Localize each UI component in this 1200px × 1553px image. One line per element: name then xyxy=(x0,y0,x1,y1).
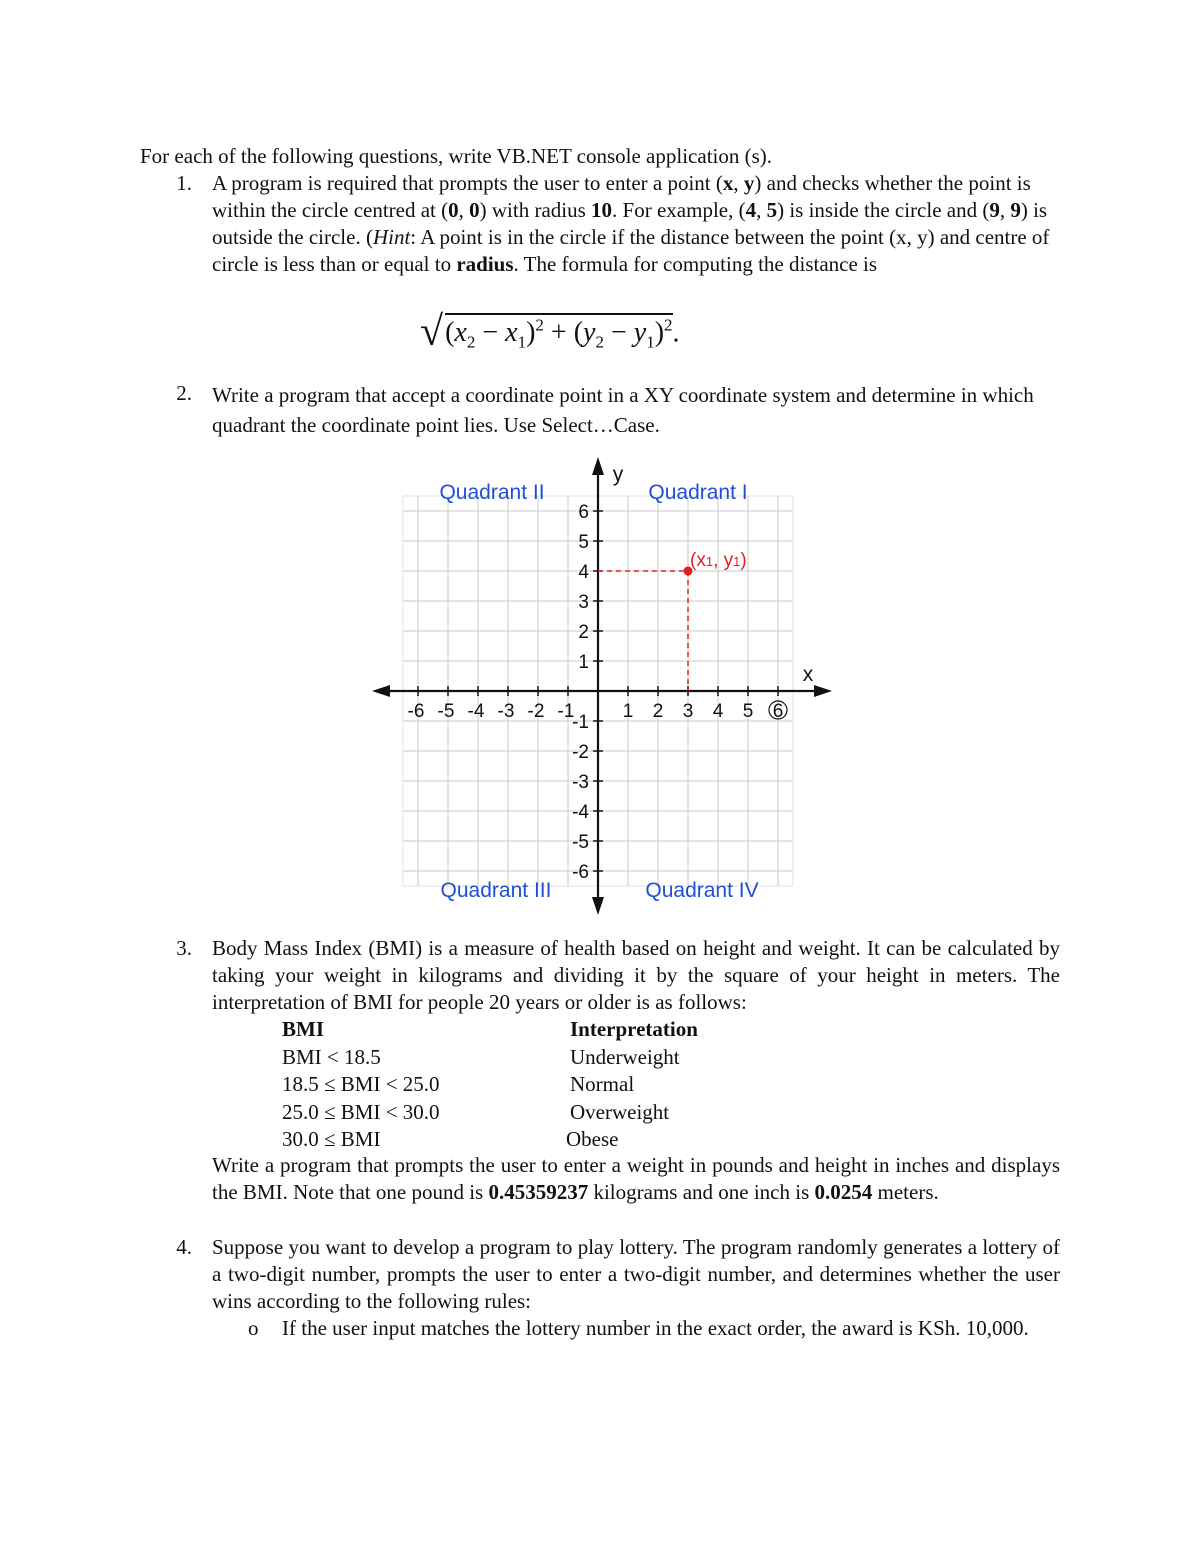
q4-number: 4. xyxy=(176,1235,192,1259)
y-tick-label: 3 xyxy=(578,592,589,613)
formula-sup: 2 xyxy=(664,316,673,335)
point-label-part: x xyxy=(696,550,706,571)
q4-text: Suppose you want to develop a program to play lottery. The program randomly generates a lottery of a two-digit number, prompts the user to enter a two-digit number, and determines whether the user wins according to the following rules: xyxy=(212,1235,1060,1313)
y-tick-label: 4 xyxy=(578,562,589,583)
q1-text: ) with radius xyxy=(479,198,592,222)
bmi-header-interpretation: Interpretation xyxy=(570,1017,698,1041)
formula-var: y xyxy=(633,317,647,349)
q1-bold: 9 xyxy=(989,198,1000,222)
formula-op: + xyxy=(550,317,567,349)
formula-var: x xyxy=(454,317,467,349)
q3-text: meters. xyxy=(872,1180,939,1204)
tick-labels xyxy=(408,463,814,883)
point-label xyxy=(690,550,747,571)
y-tick-label: 6 xyxy=(578,502,589,523)
bmi-range: 30.0 ≤ BMI xyxy=(282,1127,381,1151)
y-tick-label: -6 xyxy=(572,862,589,883)
bmi-interpretation: Obese xyxy=(566,1127,619,1151)
point-label-part: ) xyxy=(740,550,747,571)
q3-text: Body Mass Index (BMI) is a measure of health based on height and weight. It can be calculated by taking your weight in kilograms and dividing it by the square of your height in meters. The interpretation of BMI for people 20 years or older is as follows: xyxy=(212,936,1060,1014)
bmi-range: BMI < 18.5 xyxy=(282,1044,381,1069)
x-tick-label: 3 xyxy=(682,701,694,722)
quadrant-label: Quadrant IV xyxy=(645,879,759,902)
q1-bold: y xyxy=(743,171,755,195)
bullet-marker: o xyxy=(248,1316,259,1340)
x-axis-label: x xyxy=(802,663,814,686)
q3-paragraph-2 xyxy=(212,1152,1060,1206)
q1-bold: 5 xyxy=(766,198,778,222)
formula-sub: 1 xyxy=(646,332,655,352)
y-axis-label: y xyxy=(612,463,624,486)
formula-var: y xyxy=(583,317,596,349)
x-axis-arrow-left xyxy=(372,685,390,697)
y-tick-label: 1 xyxy=(578,652,589,673)
q3-text: kilograms and one inch is xyxy=(588,1180,815,1204)
q1-text: A program is required that prompts the user to enter a point ( xyxy=(212,171,723,195)
y-tick-label: -2 xyxy=(572,742,589,763)
q1-bold: 0 xyxy=(469,198,480,222)
intro-text: For each of the following questions, write VB.NET console application (s). xyxy=(140,144,773,168)
formula-op: − xyxy=(610,317,627,349)
bmi-interpretation: Underweight xyxy=(570,1044,680,1069)
q2-text: Write a program that accept a coordinate point in a XY coordinate system and determine in which quadrant the coordinate point lies. Use Select…Case. xyxy=(212,383,1034,437)
q1-bold: 10 xyxy=(591,198,613,222)
bmi-interpretation: Overweight xyxy=(570,1099,670,1124)
q1-text: ) and checks whether the point is within the circle centred at ( xyxy=(212,171,1031,222)
q1-text: , xyxy=(756,198,767,222)
formula-sup: 2 xyxy=(535,316,544,335)
x-tick-label: 6 xyxy=(772,701,784,722)
y-tick-label: -1 xyxy=(572,712,589,733)
quadrant-label: Quadrant I xyxy=(648,481,748,504)
y-tick-label: -3 xyxy=(572,772,589,793)
x-tick-label: -4 xyxy=(467,701,485,722)
formula-sub: 2 xyxy=(466,332,476,352)
point-label-part: y xyxy=(723,550,734,571)
formula-var: x xyxy=(505,317,518,349)
q1-text: , xyxy=(733,171,744,195)
q1-hint: Hint xyxy=(372,225,411,249)
q1-text: , xyxy=(999,198,1011,222)
q1-text: ) is outside the circle. ( xyxy=(212,198,1048,249)
quadrant-label: Quadrant III xyxy=(440,879,552,902)
q1-bold: 4 xyxy=(745,198,757,222)
bmi-range: 18.5 ≤ BMI < 25.0 xyxy=(282,1072,440,1096)
x-tick-label: -3 xyxy=(497,701,515,722)
x-axis-arrow-right xyxy=(814,685,832,697)
y-axis-arrow-up xyxy=(592,457,604,475)
point-label-part: ( xyxy=(690,550,697,571)
formula-sub: 1 xyxy=(517,332,527,352)
axes xyxy=(372,457,832,915)
x-tick-label: -6 xyxy=(407,701,425,722)
q1-text: . For example, ( xyxy=(612,198,746,222)
bmi-interpretation: Normal xyxy=(570,1072,635,1096)
quadrant-label: Quadrant II xyxy=(439,481,545,504)
q1-text: . The formula for computing the distance is xyxy=(513,252,878,276)
q4-bullet-text: If the user input matches the lottery number in the exact order, the award is KSh. 10,000. xyxy=(282,1316,1029,1340)
y-axis-arrow-down xyxy=(592,897,604,915)
q2-paragraph xyxy=(212,380,1062,440)
q3-text: Write a program that prompts the user to enter a weight in pounds and height in inches and displays the BMI. Note that one pound is xyxy=(212,1153,1060,1204)
point-label-part: , xyxy=(713,550,724,571)
q3-bold: 0.45359237 xyxy=(488,1180,589,1204)
q3-bold: 0.0254 xyxy=(814,1180,873,1204)
distance-formula: $√(x_2 - x_1)^2 + (y_2 - y_1)^2$. xyxy=(420,309,680,356)
point-label-part: 1 xyxy=(733,554,741,569)
radical-sign: √ xyxy=(420,309,444,356)
x-tick-label: -5 xyxy=(437,701,455,722)
point-label-part: 1 xyxy=(705,554,714,569)
q2-number: 2. xyxy=(176,381,192,405)
x-tick-label: 4 xyxy=(712,701,724,722)
bmi-range: 25.0 ≤ BMI < 30.0 xyxy=(282,1099,440,1124)
q1-bold: 9 xyxy=(1010,198,1021,222)
q1-number: 1. xyxy=(176,171,192,195)
x-tick-label: 1 xyxy=(622,701,634,722)
x-tick-label: -2 xyxy=(527,701,545,722)
y-tick-label: -4 xyxy=(572,802,589,823)
q1-text: ) is inside the circle and ( xyxy=(777,198,990,222)
formula-sub: 2 xyxy=(595,332,604,352)
x-tick-label: 5 xyxy=(742,701,754,722)
bmi-header-bmi: BMI xyxy=(282,1017,324,1041)
formula-end: . xyxy=(672,317,680,349)
q1-text: : A point is in the circle if the distance between the point (x, y) and centre of circle is less than or equal to xyxy=(212,225,1050,276)
x-tick-label: -1 xyxy=(557,701,575,722)
q1-text: , xyxy=(458,198,470,222)
y-tick-label: 2 xyxy=(578,622,589,643)
q1-bold: 0 xyxy=(448,198,459,222)
formula-op: − xyxy=(482,317,499,349)
q3-number: 3. xyxy=(176,936,192,960)
quadrant-figure xyxy=(360,455,840,920)
q1-bold: radius xyxy=(456,252,514,276)
x-tick-label: 2 xyxy=(652,701,664,722)
y-tick-label: -5 xyxy=(572,832,589,853)
q4-bullet-1 xyxy=(282,1315,1062,1342)
y-tick-label: 5 xyxy=(578,532,589,553)
q3-paragraph xyxy=(212,935,1060,1016)
q1-bold: x xyxy=(722,171,734,195)
q4-paragraph xyxy=(212,1234,1060,1315)
q1-paragraph xyxy=(212,170,1062,278)
